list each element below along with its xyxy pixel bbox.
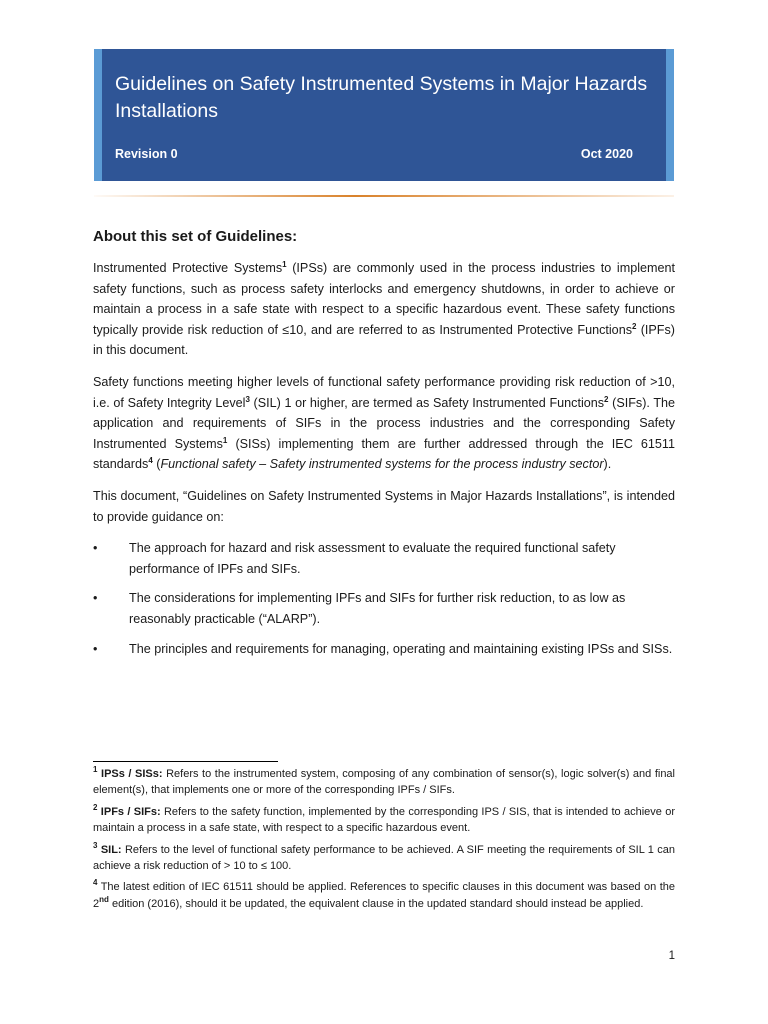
revision-label: Revision 0	[115, 147, 178, 161]
footnote-1: $^1$ IPSs / SISs: Refers to the instrumented system, composing of any combination of sensor(s), logic solver(s) and final element(s), that implements one or more of the corresponding IPFs / SIFs.	[93, 765, 675, 797]
header-left-accent	[94, 49, 102, 181]
paragraph-purpose: This document, “Guidelines on Safety Instrumented Systems in Major Hazards Installations”, is intended to provide guidance on:	[93, 488, 675, 524]
section-heading: About this set of Guidelines:	[93, 228, 298, 245]
list-item: • The considerations for implementing IPFs and SIFs for further risk reduction, to as low as reasonably practicable (“ALARP”).	[93, 588, 675, 629]
bullet-icon: •	[93, 641, 98, 656]
footnote-ref: 4	[148, 456, 153, 466]
paragraph-sif: Safety functions meeting higher levels of functional safety performance providing risk reduction of >10, i.e. of Safety Integrity Level$^3$ (SIL) 1 or higher, are termed as Safety Instrumented Functions$^2$ (SIFs). The application and requirements of SIFs in the process industries and the corresponding Safety Instrumented Systems$^1$ (SISs) implementing them are further addressed through the IEC 61511 standards$^4$ (Functional safety – Safety instrumented systems for the process industry sector).	[93, 374, 676, 472]
standard-title: Functional safety – Safety instrumented systems for the process industry sector	[160, 457, 604, 472]
footnote-ref: 3	[245, 394, 250, 404]
footnote-ref: 1	[222, 435, 228, 445]
footnotes	[93, 766, 675, 917]
document-header	[94, 49, 674, 181]
paragraph-ips: Instrumented Protective Systems$^1$ (IPSs) are commonly used in the process industries to implement safety functions, such as process safety interlocks and emergency shutdowns, in order to achieve or maintain a process in a safe state with respect to a specific hazardous event. These safety functions typically provide risk reduction of ≤10, and are referred to as Instrumented Protective Functions$^2$ (IPFs) in this document.	[93, 260, 676, 358]
footnote-2: $^2$ IPFs / SIFs: Refers to the safety function, implemented by the corresponding IPS / SIS, that is intended to achieve or maintain a process in a safe state, with respect to a specific hazardous event.	[93, 802, 676, 835]
document-title: Guidelines on Safety Instrumented Systems in Major Hazards Installations	[115, 73, 648, 122]
bullet-icon: •	[93, 541, 98, 556]
footnote-ref: 1	[282, 260, 287, 269]
footnote-separator	[93, 761, 278, 762]
header-right-accent	[666, 49, 674, 181]
page-number: 1	[668, 950, 675, 962]
footnote-ref: 2	[604, 394, 609, 404]
footnote-ref: 2	[632, 321, 637, 331]
header-divider	[94, 195, 674, 197]
guidance-list	[93, 538, 675, 659]
main-content	[93, 226, 675, 668]
bullet-icon: •	[93, 591, 98, 606]
revision-date: Oct 2020	[580, 147, 633, 161]
list-item: • The principles and requirements for managing, operating and maintaining existing IPSs and SISs.	[93, 639, 675, 660]
footnote-3: $^3$ SIL: Refers to the level of functional safety performance to be achieved. A SIF meeting the requirements of SIL 1 can achieve a risk reduction of > 10 to ≤ 100.	[93, 840, 675, 873]
footnote-4: $^4$ The latest edition of IEC 61511 should be applied. References to specific clauses in this document was based on the 2nd edition (2016), should it be updated, the equivalent clause in the updated standard should instead be applied.	[93, 878, 675, 910]
list-item: • The approach for hazard and risk assessment to evaluate the required functional safety performance of IPFs and SIFs.	[93, 538, 675, 579]
